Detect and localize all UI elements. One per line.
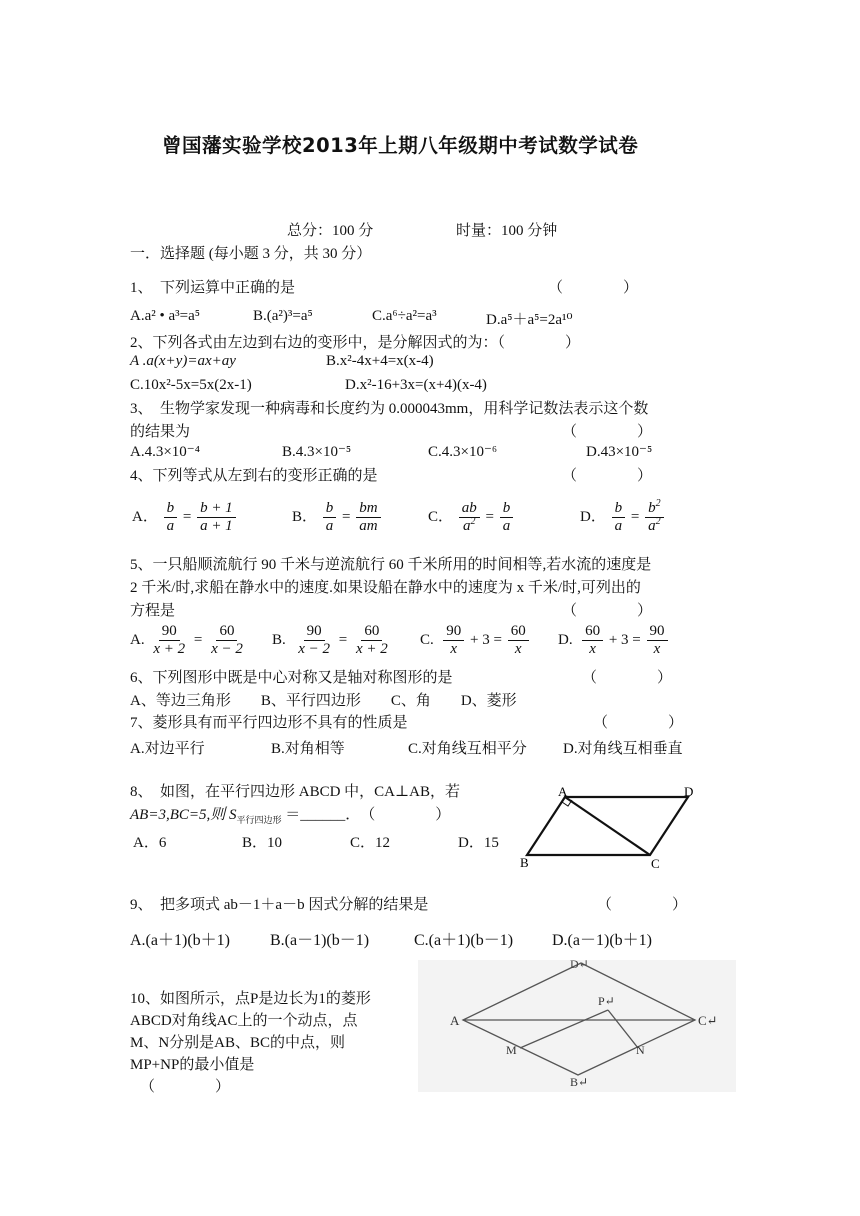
question-9-option-b: B.(a－1)(b－1) bbox=[270, 932, 370, 949]
question-4-option-b: B． $\frac{b}{a}$ = $\frac{bm}{am}$ bbox=[292, 500, 383, 536]
question-5-option-a: A. $\frac{90}{x + 2}$ = $\frac{60}{x - 2}$ bbox=[130, 623, 248, 659]
question-10-line3: M、N分别是AB、BC的中点，则 bbox=[130, 1035, 346, 1051]
question-6-options: A、等边三角形 B、平行四边形 C、角 D、菱形 bbox=[130, 693, 517, 709]
fraction: $\frac{60}{x}$ bbox=[582, 623, 603, 659]
question-2-option-b: B.x²-4x+4=x(x-4) bbox=[326, 353, 434, 369]
fraction: $\frac{b}{a}$ bbox=[323, 500, 337, 536]
question-6-blank: （ ） bbox=[582, 670, 673, 686]
question-7-stem: 7、菱形具有而平行四边形不具有的性质是 bbox=[130, 715, 408, 731]
figure-background bbox=[418, 960, 736, 1092]
question-3-stem-line2: 的结果为 bbox=[130, 424, 191, 440]
question-4-option-d: D． $\frac{b}{a}$ = $\frac{b^2}{a^2}$ bbox=[580, 500, 666, 536]
question-5-line2: 2 千米/时,求船在静水中的速度.如果设船在静水中的速度为 x 千米/时,可列出的 bbox=[130, 580, 641, 596]
question-4-option-c: C． $\frac{ab}{a^2}$ = $\frac{b}{a}$ bbox=[428, 500, 515, 536]
section-heading: 一．选择题 (每小题 3 分，共 30 分） bbox=[130, 246, 372, 262]
option-label: D． bbox=[580, 509, 606, 526]
fraction: $\frac{b}{a}$ bbox=[164, 500, 178, 536]
fraction: $\frac{ab}{a^2}$ bbox=[459, 500, 480, 536]
question-3-option-c: C.4.3×10⁻⁶ bbox=[428, 444, 498, 460]
question-8-option-d: D．15 bbox=[458, 835, 499, 851]
fraction: $\frac{90}{x}$ bbox=[647, 623, 668, 659]
question-4-option-a: A． $\frac{b}{a}$ = $\frac{b + 1}{a + 1}$ bbox=[132, 500, 238, 536]
question-3-option-b: B.4.3×10⁻⁵ bbox=[282, 444, 352, 460]
fraction: $\frac{b + 1}{a + 1}$ bbox=[197, 500, 236, 536]
vertex-c-label: C↵ bbox=[698, 1013, 718, 1028]
question-10-blank: （ ） bbox=[140, 1079, 231, 1095]
point-n-label: N bbox=[636, 1043, 645, 1057]
question-7-option-a: A.对边平行 bbox=[130, 741, 205, 757]
question-8-line2-start: AB=3,BC=5,则 S bbox=[130, 807, 237, 823]
question-1-option-b: B.(a²)³=a⁵ bbox=[253, 308, 313, 324]
vertex-a-label: A bbox=[450, 1013, 460, 1028]
question-7-option-b: B.对角相等 bbox=[271, 741, 345, 757]
page-title: 曾国藩实验学校2013年上期八年级期中考试数学试卷 bbox=[162, 134, 639, 157]
option-label: D. bbox=[558, 632, 573, 649]
question-5-line1: 5、一只船顺流航行 90 千米与逆流航行 60 千米所用的时间相等,若水流的速度是 bbox=[130, 557, 652, 573]
fraction: $\frac{90}{x}$ bbox=[443, 623, 464, 659]
area-subscript: 平行四边形 bbox=[236, 815, 282, 825]
parallelogram-figure bbox=[510, 782, 710, 872]
vertex-b-label: B bbox=[520, 855, 529, 870]
question-9-option-c: C.(a＋1)(b－1) bbox=[414, 932, 514, 949]
fraction: $\frac{60}{x}$ bbox=[508, 623, 529, 659]
question-7-option-c: C.对角线互相平分 bbox=[408, 741, 527, 757]
vertex-d-label: D bbox=[684, 784, 694, 799]
question-5-option-d: D. $\frac{60}{x}$ + 3 = $\frac{90}{x}$ bbox=[558, 623, 670, 659]
question-2-option-d: D.x²-16+3x=(x+4)(x-4) bbox=[345, 377, 487, 393]
question-8-line2-end: ＝______． （ ） bbox=[285, 807, 451, 823]
question-4-blank: （ ） bbox=[562, 468, 653, 484]
vertex-b-label: B↵ bbox=[570, 1075, 589, 1089]
question-3-stem-line1: 3、 生物学家发现一种病毒和长度约为 0.000043mm，用科学记数法表示这个数 bbox=[130, 401, 649, 417]
question-8-option-a: A．6 bbox=[133, 835, 167, 851]
fraction: $\frac{b^2}{a^2}$ bbox=[645, 500, 664, 536]
fraction: $\frac{b}{a}$ bbox=[612, 500, 626, 536]
question-10-line2: ABCD对角线AC上的一个动点，点 bbox=[130, 1013, 358, 1029]
time-limit: 时量：100 分钟 bbox=[456, 223, 558, 239]
question-3-option-d: D.43×10⁻⁵ bbox=[586, 444, 653, 460]
question-5-line3: 方程是 bbox=[130, 603, 176, 619]
question-8-option-b: B．10 bbox=[242, 835, 283, 851]
question-6-stem: 6、下列图形中既是中心对称又是轴对称图形的是 bbox=[130, 670, 453, 686]
vertex-a-label: A bbox=[558, 784, 568, 799]
question-8-line2 bbox=[130, 803, 450, 826]
question-2-stem: 2、下列各式由左边到右边的变形中，是分解因式的为：（ ） bbox=[130, 335, 581, 351]
question-1-option-c: C.a⁶÷a²=a³ bbox=[372, 308, 437, 324]
fraction: $\frac{90}{x - 2}$ bbox=[298, 623, 331, 658]
question-7-option-d: D.对角线互相垂直 bbox=[563, 741, 683, 757]
option-label: A. bbox=[130, 632, 145, 649]
option-label: A． bbox=[132, 509, 158, 526]
question-7-blank: （ ） bbox=[593, 715, 684, 731]
vertex-c-label: C bbox=[651, 856, 660, 871]
question-9-stem: 9、 把多项式 ab－1＋a－b 因式分解的结果是 bbox=[130, 897, 429, 913]
question-5-blank: （ ） bbox=[562, 603, 653, 619]
option-label: C． bbox=[428, 509, 454, 526]
question-10-line4: MP+NP的最小值是 bbox=[130, 1057, 255, 1073]
question-10-line1: 10、如图所示，点P是边长为1的菱形 bbox=[130, 991, 371, 1007]
fraction: $\frac{b}{a}$ bbox=[500, 500, 514, 536]
question-1-stem: 1、 下列运算中正确的是 bbox=[130, 280, 296, 296]
fraction: $\frac{90}{x + 2}$ bbox=[153, 623, 186, 658]
fraction: $\frac{60}{x + 2}$ bbox=[356, 623, 388, 658]
diagonal-ac bbox=[565, 797, 650, 855]
question-4-stem: 4、下列等式从左到右的变形正确的是 bbox=[130, 468, 378, 484]
question-9-option-d: D.(a－1)(b＋1) bbox=[552, 932, 652, 949]
rhombus-figure bbox=[418, 960, 736, 1092]
point-m-label: M bbox=[506, 1043, 517, 1057]
question-3-option-a: A.4.3×10⁻⁴ bbox=[130, 444, 200, 460]
question-1-option-d: D.a⁵＋a⁵=2a¹⁰ bbox=[486, 312, 573, 328]
question-3-blank: （ ） bbox=[562, 424, 653, 440]
question-2-option-a: A .a(x+y)=ax+ay bbox=[130, 353, 236, 369]
question-8-option-c: C．12 bbox=[350, 835, 391, 851]
vertex-d-label: D↵ bbox=[570, 960, 589, 971]
option-label: B． bbox=[292, 509, 318, 526]
question-1-option-a: A.a² • a³=a⁵ bbox=[130, 308, 200, 324]
option-label: C. bbox=[420, 632, 434, 649]
question-5-option-b: B. $\frac{90}{x - 2}$ = $\frac{60}{x + 2}$ bbox=[272, 623, 393, 659]
total-score: 总分：100 分 bbox=[287, 223, 374, 239]
question-9-option-a: A.(a＋1)(b＋1) bbox=[130, 932, 230, 949]
option-label: B. bbox=[272, 632, 286, 649]
fraction: $\frac{bm}{am}$ bbox=[356, 500, 380, 536]
question-8-line1: 8、 如图，在平行四边形 ABCD 中，CA⊥AB，若 bbox=[130, 784, 460, 800]
fraction: $\frac{60}{x - 2}$ bbox=[211, 623, 243, 658]
question-5-option-c: C. $\frac{90}{x}$ + 3 = $\frac{60}{x}$ bbox=[420, 623, 531, 659]
question-9-blank: （ ） bbox=[597, 897, 688, 913]
point-p-label: P↵ bbox=[598, 994, 615, 1008]
question-2-option-c: C.10x²-5x=5x(2x-1) bbox=[130, 377, 252, 393]
question-1-blank: （ ） bbox=[548, 280, 639, 296]
